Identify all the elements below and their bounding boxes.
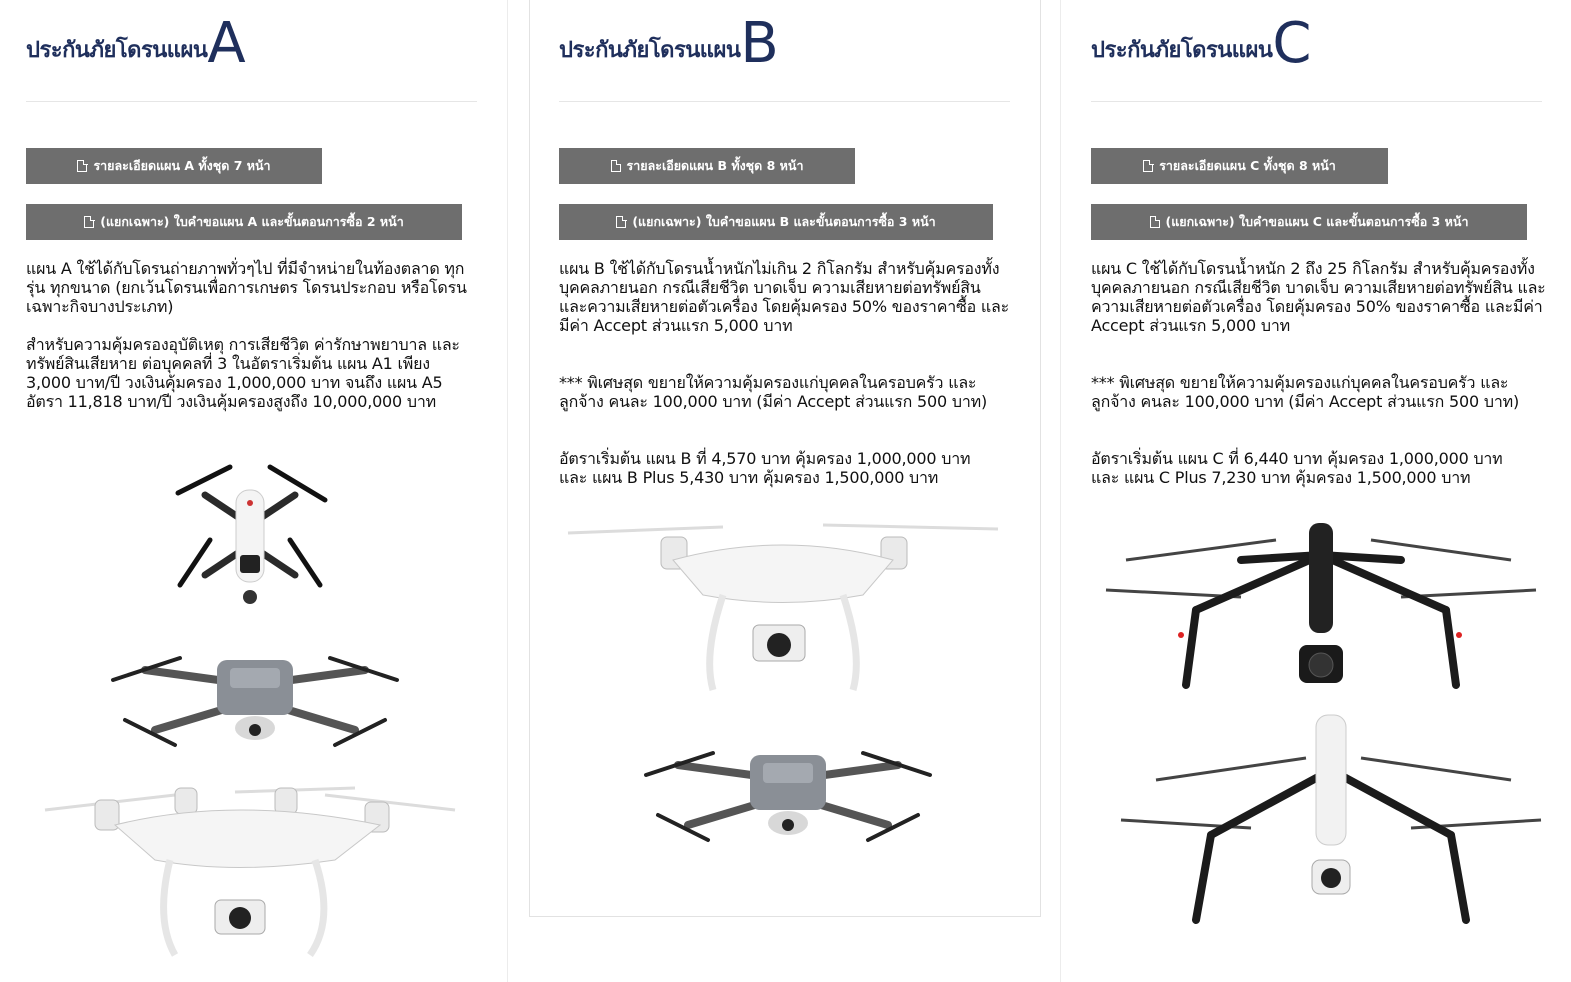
plan-b-application-label: (แยกเฉพาะ) ใบคำขอแผน B และขั้นตอนการซื้อ 3 หน้า: [632, 214, 936, 229]
black-professional-drone-image: [1101, 515, 1541, 705]
plan-a-heading: [26, 11, 246, 76]
plan-a-heading-prefix: ประกันภัยโดรนแผน: [26, 38, 208, 63]
grey-foldable-drone-image: [105, 630, 405, 760]
plan-c-heading-prefix: ประกันภัยโดรนแผน: [1091, 38, 1273, 63]
plan-a-application-label: (แยกเฉพาะ) ใบคำขอแผน A และขั้นตอนการซื้อ 2 หน้า: [100, 214, 404, 229]
plan-b-description: แผน B ใช้ได้กับโดรนน้ำหนักไม่เกิน 2 กิโลกรัม สำหรับคุ้มครองทั้งบุคคลภายนอก กรณีเสียชีวิต บาดเจ็บ ความเสียหายต่อทรัพย์สิน และความเสียหายต่อตัวเครื่อง โดยคุ้มครอง 50% ของราคาซื้อ และมีค่า Accept ส่วนแรก 5,000 บาท: [559, 259, 1010, 335]
pdf-icon: [77, 160, 87, 172]
plan-c-family-extension: *** พิเศษสุด ขยายให้ความคุ้มครองแก่บุคคลในครอบครัว และลูกจ้าง คนละ 100,000 บาท (มีค่า Accept ส่วนแรก 500 บาท): [1091, 373, 1520, 411]
plan-c-rates: อัตราเริ่มต้น แผน C ที่ 6,440 บาท คุ้มครอง 1,000,000 บาท และ แผน C Plus 7,230 บาท คุ้มครอง 1,500,000 บาท: [1091, 449, 1503, 487]
plan-a-column: [0, 0, 507, 982]
plan-b-column: [507, 0, 1060, 982]
plan-b-application-button[interactable]: [559, 204, 993, 240]
divider: [559, 101, 1010, 102]
plan-a-heading-letter: A: [207, 11, 246, 76]
white-quadcopter-drone-image: [35, 780, 465, 960]
plan-c-details-button[interactable]: [1091, 148, 1388, 184]
plan-c-description: แผน C ใช้ได้กับโดรนน้ำหนัก 2 ถึง 25 กิโลกรัม สำหรับคุ้มครองทั้งบุคคลภายนอก กรณีเสียชีวิต บาดเจ็บ ความเสียหายต่อทรัพย์สิน และความเสียหายต่อตัวเครื่อง โดยคุ้มครอง 50% ของราคาซื้อ และมีค่า Accept ส่วนแรก 5,000 บาท: [1091, 259, 1546, 335]
plan-c-application-button[interactable]: [1091, 204, 1527, 240]
pdf-icon: [611, 160, 621, 172]
plan-c-details-label: รายละเอียดแผน C ทั้งชุด 8 หน้า: [1159, 158, 1336, 173]
white-quadcopter-drone-image: [563, 515, 1003, 695]
white-compact-drone-image: [170, 455, 330, 615]
pdf-icon: [84, 216, 94, 228]
divider: [26, 101, 477, 102]
plan-a-details-button[interactable]: [26, 148, 322, 184]
pdf-icon: [1143, 160, 1153, 172]
plan-a-description: แผน A ใช้ได้กับโดรนถ่ายภาพทั่วๆไป ที่มีจำหน่ายในท้องตลาด ทุกรุ่น ทุกขนาด (ยกเว้นโดรนเพื่อการเกษตร โดรนประกอบ หรือโดรนเฉพาะกิจบางประเภท): [26, 259, 467, 316]
plan-c-column: [1060, 0, 1571, 982]
plan-b-heading-prefix: ประกันภัยโดรนแผน: [559, 38, 741, 63]
plan-b-heading: [559, 11, 779, 76]
plan-b-heading-letter: B: [740, 11, 779, 76]
plan-a-application-button[interactable]: [26, 204, 462, 240]
plan-b-rates: อัตราเริ่มต้น แผน B ที่ 4,570 บาท คุ้มครอง 1,000,000 บาท และ แผน B Plus 5,430 บาท คุ้มครอง 1,500,000 บาท: [559, 449, 971, 487]
pdf-icon: [616, 216, 626, 228]
plan-b-family-extension: *** พิเศษสุด ขยายให้ความคุ้มครองแก่บุคคลในครอบครัว และลูกจ้าง คนละ 100,000 บาท (มีค่า Accept ส่วนแรก 500 บาท): [559, 373, 988, 411]
plan-c-heading: [1091, 11, 1312, 76]
plan-c-heading-letter: C: [1272, 11, 1312, 76]
plan-b-details-button[interactable]: [559, 148, 855, 184]
plan-b-details-label: รายละเอียดแผน B ทั้งชุด 8 หน้า: [626, 158, 804, 173]
white-professional-drone-image: [1116, 710, 1546, 940]
plan-a-details-label: รายละเอียดแผน A ทั้งชุด 7 หน้า: [93, 158, 271, 173]
pdf-icon: [1150, 216, 1160, 228]
divider: [1091, 101, 1542, 102]
plan-a-coverage: สำหรับความคุ้มครองอุบัติเหตุ การเสียชีวิต ค่ารักษาพยาบาล และทรัพย์สินเสียหาย ต่อบุคคลที่ 3 ในอัตราเริ่มต้น แผน A1 เพียง 3,000 บาท/ปี วงเงินคุ้มครอง 1,000,000 บาท จนถึง แผน A5 อัตรา 11,818 บาท/ปี วงเงินคุ้มครองสูงถึง 10,000,000 บาท: [26, 335, 460, 411]
grey-foldable-drone-image: [633, 725, 943, 855]
plan-c-application-label: (แยกเฉพาะ) ใบคำขอแผน C และขั้นตอนการซื้อ 3 หน้า: [1165, 214, 1469, 229]
